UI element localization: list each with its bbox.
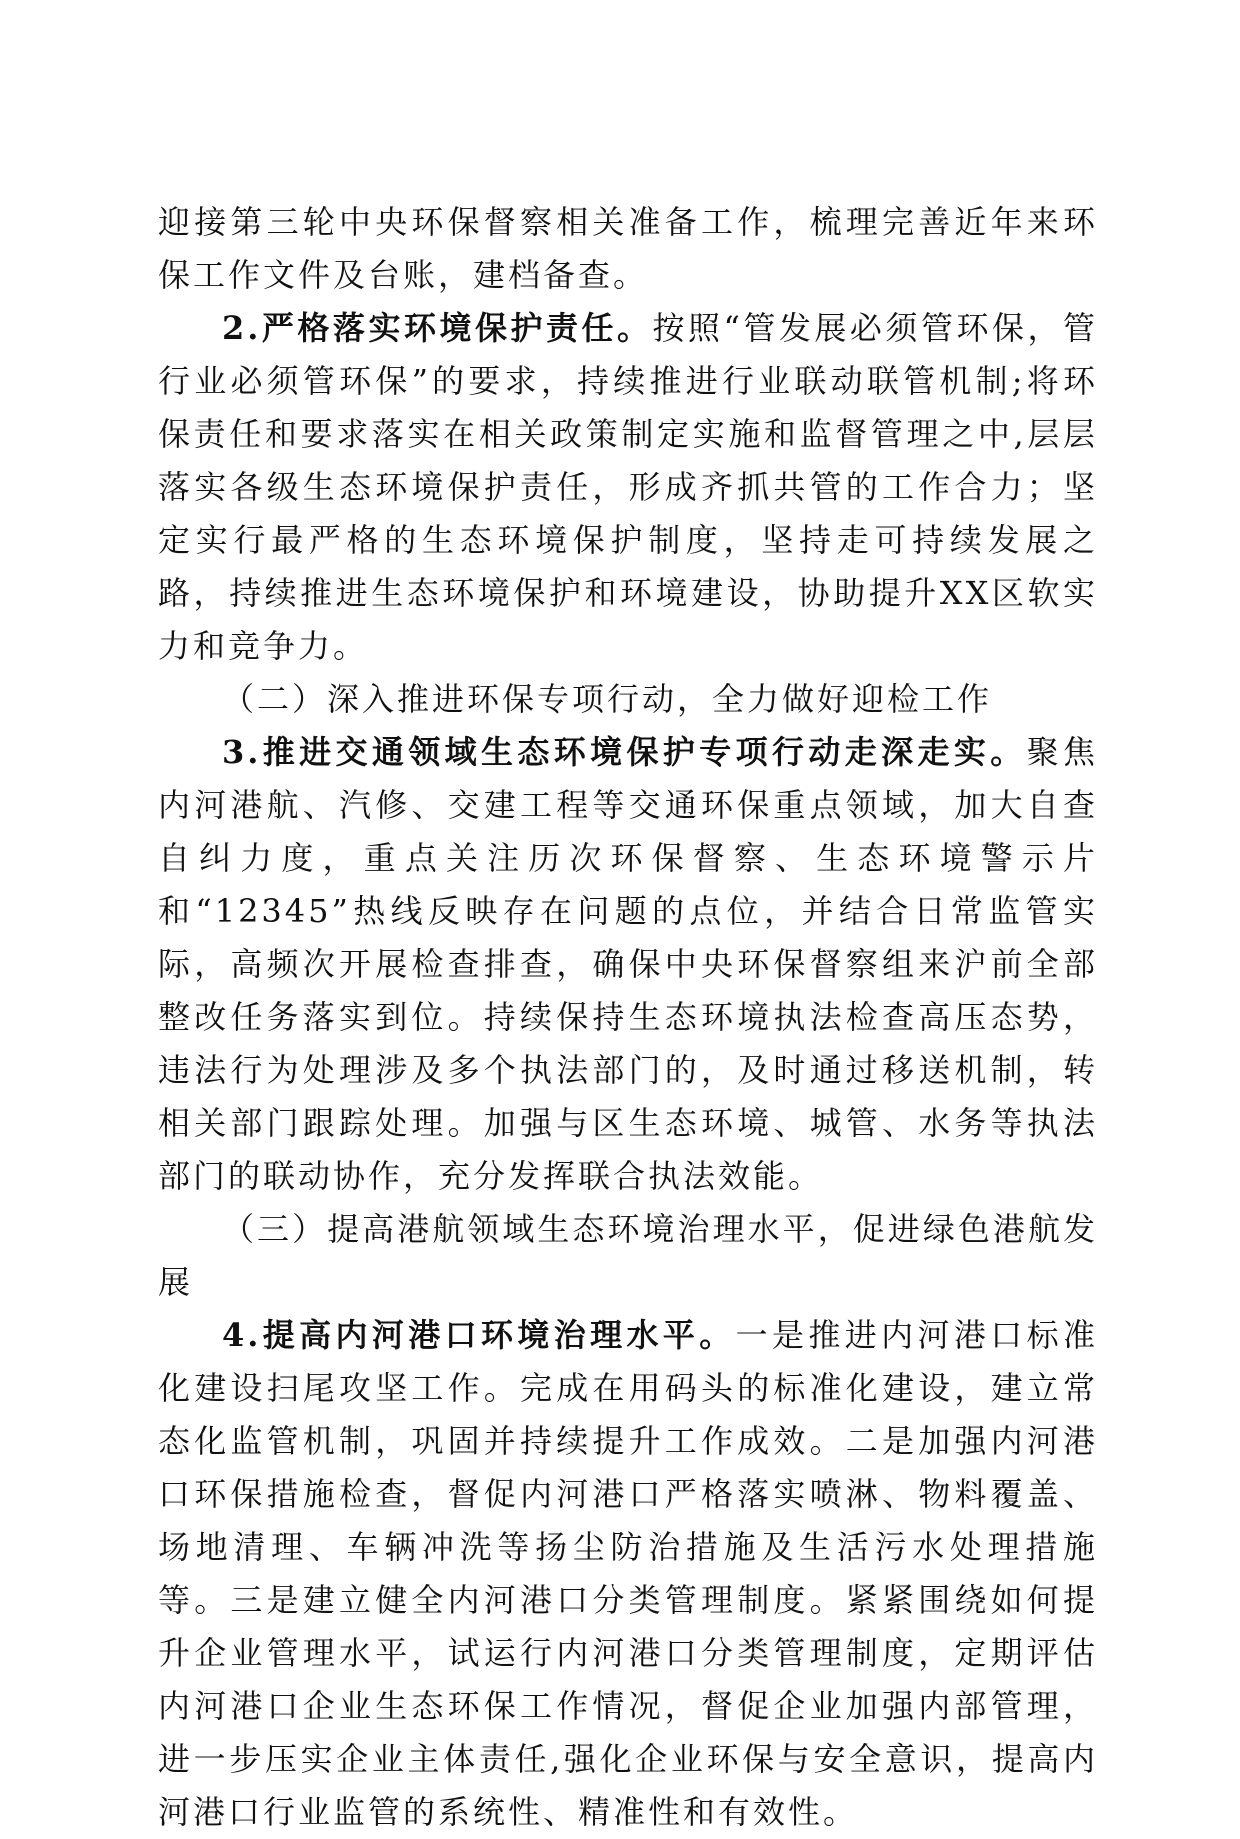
paragraph-item-4	[158, 1309, 1098, 1839]
paragraph-continuation	[158, 196, 1098, 302]
paragraph-text: 迎接第三轮中央环保督察相关准备工作，梳理完善近年来环保工作文件及台账，建档备查。	[158, 203, 1098, 294]
section-heading-3	[158, 1203, 1098, 1309]
paragraph-text: 聚焦内河港航、汽修、交建工程等交通环保重点领域，加大自查自纠力度，重点关注历次环保督察、生态环境警示片和“12345”热线反映存在问题的点位，并结合日常监管实际，高频次开展检查排查，确保中央环保督察组来沪前全部整改任务落实到位。持续保持生态环境执法检查高压态势，违法行为处理涉及多个执法部门的，及时通过移送机制，转相关部门跟踪处理。加强与区生态环境、城管、水务等执法部门的联动协作，充分发挥联合执法效能。	[158, 733, 1098, 1195]
section-heading-text: （三）提高港航领域生态环境治理水平，促进绿色港航发展	[158, 1210, 1098, 1301]
item-heading: 3.推进交通领域生态环境保护专项行动走深走实。	[222, 733, 1027, 771]
section-heading-text: （二）深入推进环保专项行动，全力做好迎检工作	[222, 680, 993, 718]
paragraph-item-2	[158, 302, 1098, 673]
paragraph-item-3	[158, 726, 1098, 1203]
paragraph-text: 按照“管发展必须管环保，管行业必须管环保”的要求，持续推进行业联动联管机制;将环保责任和要求落实在相关政策制定实施和监督管理之中,层层落实各级生态环境保护责任，形成齐抓共管的工作合力；坚定实行最严格的生态环境保护制度，坚持走可持续发展之路，持续推进生态环境保护和环境建设，协助提升XX区软实力和竞争力。	[158, 309, 1098, 665]
section-heading-2	[158, 673, 1098, 726]
paragraph-text: 一是推进内河港口标准化建设扫尾攻坚工作。完成在用码头的标准化建设，建立常态化监管机制，巩固并持续提升工作成效。二是加强内河港口环保措施检查，督促内河港口严格落实喷淋、物料覆盖、场地清理、车辆冲洗等扬尘防治措施及生活污水处理措施等。三是建立健全内河港口分类管理制度。紧紧围绕如何提升企业管理水平，试运行内河港口分类管理制度，定期评估内河港口企业生态环保工作情况，督促企业加强内部管理，进一步压实企业主体责任,强化企业环保与安全意识，提高内河港口行业监管的系统性、精准性和有效性。	[158, 1316, 1098, 1831]
item-heading: 4.提高内河港口环境治理水平。	[222, 1316, 736, 1354]
document-page	[158, 196, 1098, 1839]
item-heading: 2.严格落实环境保护责任。	[222, 309, 653, 347]
